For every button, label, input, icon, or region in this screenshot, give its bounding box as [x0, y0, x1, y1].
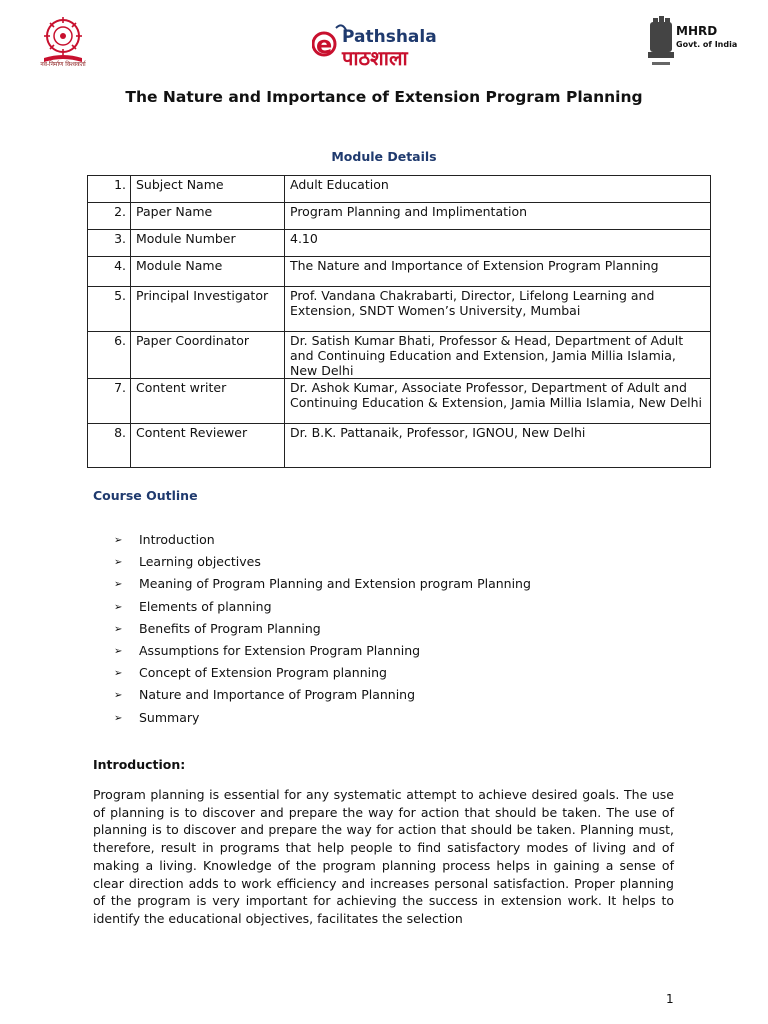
- page-number: 1: [666, 992, 674, 1006]
- list-item: [114, 576, 531, 598]
- outline-item-label: Concept of Extension Program planning: [139, 665, 387, 681]
- table-row: [88, 287, 711, 332]
- list-item: [114, 599, 531, 621]
- row-number: 2.: [88, 203, 131, 230]
- table-row: [88, 257, 711, 287]
- row-value: Dr. Ashok Kumar, Associate Professor, Department of Adult and Continuing Education & Extension, Jamia Millia Islamia, New Delhi: [285, 379, 711, 424]
- list-item: [114, 554, 531, 576]
- module-details-table: [87, 175, 711, 468]
- row-value: The Nature and Importance of Extension Program Planning: [285, 257, 711, 287]
- arrow-bullet-icon: ➢: [114, 623, 123, 635]
- table-row: [88, 230, 711, 257]
- introduction-paragraph: Program planning is essential for any systematic attempt to achieve desired goals. The use of planning is to discover and prepare the way for action that should be taken. The use of planning is to discover and prepare the way for action that should be taken. Planning must, therefore, result in programs that help people to find satisfactory modes of living and of making a living. Knowledge of the program planning process helps in gaining a sense of clear direction adds to work efficiency and increases personal satisfaction. Proper planning of the program is very important for achieving the success in extension work. It helps to identify the educational objectives, facilitates the selection: [93, 787, 674, 926]
- row-key: Module Name: [131, 257, 285, 287]
- row-number: 1.: [88, 176, 131, 203]
- arrow-bullet-icon: ➢: [114, 579, 123, 591]
- outline-item-label: Meaning of Program Planning and Extension program Planning: [139, 576, 531, 592]
- table-row: [88, 379, 711, 424]
- introduction-heading: Introduction:: [93, 757, 186, 772]
- row-key: Paper Coordinator: [131, 332, 285, 379]
- emblem-caption: नव-निर्माण विश्वकर्ता: [40, 61, 86, 68]
- arrow-bullet-icon: ➢: [114, 557, 123, 569]
- mhrd-subtitle: Govt. of India: [676, 40, 738, 49]
- outline-item-label: Learning objectives: [139, 554, 261, 570]
- row-value: Dr. Satish Kumar Bhati, Professor & Head, Department of Adult and Continuing Education and Extension, Jamia Millia Islamia, New Delhi: [285, 332, 711, 379]
- page-header: [0, 0, 768, 80]
- row-value: Dr. B.K. Pattanaik, Professor, IGNOU, New Delhi: [285, 424, 711, 468]
- row-number: 7.: [88, 379, 131, 424]
- course-outline-list: [114, 532, 531, 732]
- list-item: [114, 621, 531, 643]
- row-key: Paper Name: [131, 203, 285, 230]
- outline-item-label: Introduction: [139, 532, 215, 547]
- arrow-bullet-icon: ➢: [114, 690, 123, 702]
- list-item: [114, 532, 531, 554]
- arrow-bullet-icon: ➢: [114, 601, 123, 613]
- table-row: [88, 332, 711, 379]
- row-key: Subject Name: [131, 176, 285, 203]
- outline-item-label: Assumptions for Extension Program Planning: [139, 642, 421, 658]
- arrow-bullet-icon: ➢: [114, 645, 123, 657]
- document-title: The Nature and Importance of Extension Program Planning: [125, 88, 643, 106]
- arrow-bullet-icon: ➢: [114, 668, 123, 680]
- logo-devanagari-text: पाठशाला: [342, 46, 408, 70]
- row-number: 3.: [88, 230, 131, 257]
- logo-e-letter: e: [316, 31, 333, 59]
- table-row: [88, 424, 711, 468]
- row-value: 4.10: [285, 230, 711, 257]
- row-key: Principal Investigator: [131, 287, 285, 332]
- outline-item-label: Elements of planning: [139, 598, 272, 614]
- row-value: Program Planning and Implimentation: [285, 203, 711, 230]
- arrow-bullet-icon: ➢: [114, 535, 123, 546]
- mhrd-title: MHRD: [676, 24, 718, 38]
- row-number: 8.: [88, 424, 131, 468]
- row-number: 6.: [88, 332, 131, 379]
- row-number: 5.: [88, 287, 131, 332]
- row-value: Adult Education: [285, 176, 711, 203]
- course-outline-heading: Course Outline: [93, 488, 198, 503]
- outline-item-label: Summary: [139, 709, 200, 725]
- list-item: [114, 687, 531, 709]
- logo-latin-text: Pathshala: [342, 27, 437, 47]
- list-item: [114, 665, 531, 687]
- list-item: [114, 710, 531, 732]
- row-number: 4.: [88, 257, 131, 287]
- list-item: [114, 643, 531, 665]
- row-value: Prof. Vandana Chakrabarti, Director, Lifelong Learning and Extension, SNDT Women’s University, Mumbai: [285, 287, 711, 332]
- outline-item-label: Nature and Importance of Program Planning: [139, 687, 416, 703]
- outline-item-label: Benefits of Program Planning: [139, 620, 321, 636]
- module-details-heading: Module Details: [331, 149, 437, 164]
- table-row: [88, 176, 711, 203]
- table-row: [88, 203, 711, 230]
- row-key: Content writer: [131, 379, 285, 424]
- row-key: Module Number: [131, 230, 285, 257]
- arrow-bullet-icon: ➢: [114, 712, 123, 724]
- epathshala-logo: [312, 20, 462, 72]
- row-key: Content Reviewer: [131, 424, 285, 468]
